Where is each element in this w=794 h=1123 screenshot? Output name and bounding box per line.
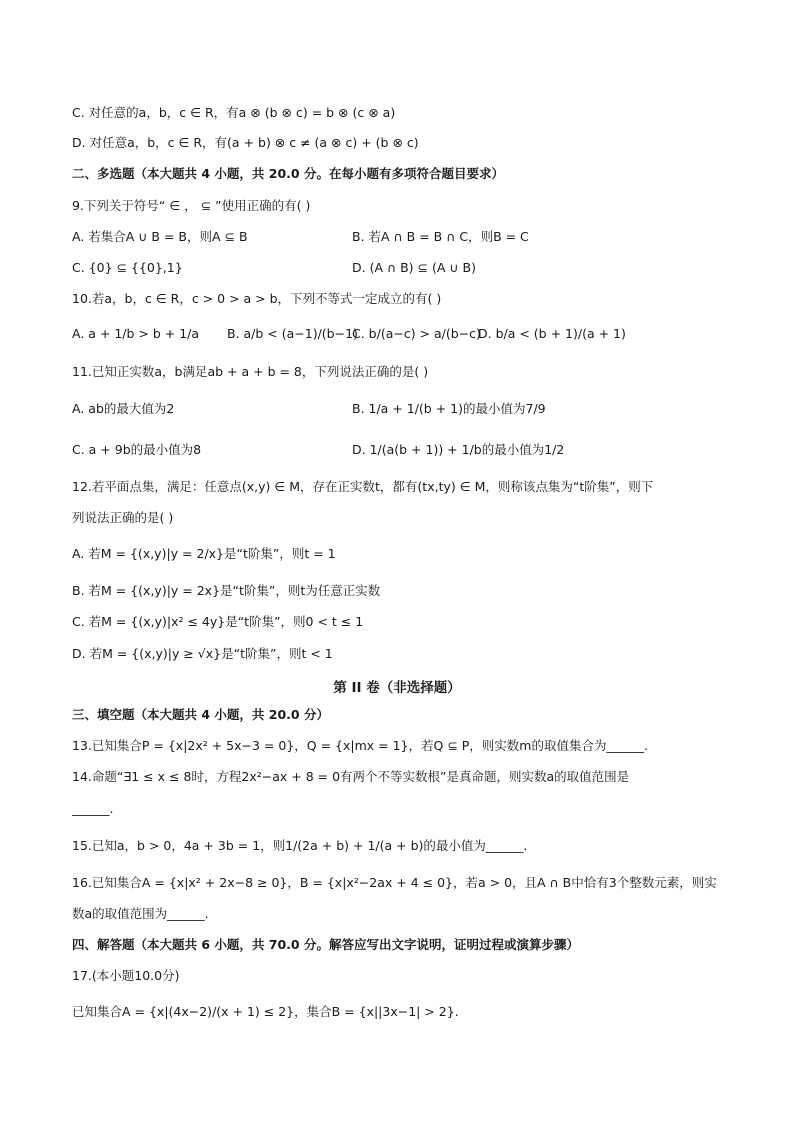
option-c-previous: C. 对任意的a，b，c ∈ R，有a ⊗ (b ⊗ c) = b ⊗ (c ⊗ a) [72, 105, 396, 120]
q11-option-a: A. ab的最大值为2 [72, 401, 175, 416]
question-15: 15.已知a，b > 0，4a + 3b = 1，则1/(2a + b) + 1/(a + b)的最小值为______. [72, 838, 528, 853]
q12-option-a: A. 若M = {(x,y)|y = 2/x}是“t阶集”，则t = 1 [72, 546, 336, 561]
part-two-title: 第 II 卷（非选择题） [333, 680, 461, 696]
question-11: 11.已知正实数a，b满足ab + a + b = 8，下列说法正确的是( ) [72, 364, 429, 379]
question-17-header: 17.(本小题10.0分) [72, 968, 180, 983]
q11-option-b: B. 1/a + 1/(b + 1)的最小值为7/9 [352, 401, 546, 416]
question-9: 9.下列关于符号“ ∈ ， ⊆ ”使用正确的有( ) [72, 198, 311, 213]
q10-option-d: D. b/a < (b + 1)/(a + 1) [478, 326, 626, 341]
section-heading-answer: 四、解答题（本大题共 6 小题，共 70.0 分。解答应写出文字说明，证明过程或演算步骤） [72, 937, 579, 952]
question-17-body: 已知集合A = {x|(4x−2)/(x + 1) ≤ 2}，集合B = {x||3x−1| > 2}. [72, 1004, 459, 1019]
q9-option-a: A. 若集合A ∪ B = B，则A ⊆ B [72, 229, 248, 244]
question-12-line-2: 列说法正确的是( ) [72, 510, 174, 525]
question-10: 10.若a，b，c ∈ R，c > 0 > a > b，下列不等式一定成立的有( ) [72, 291, 442, 306]
option-d-previous: D. 对任意a，b，c ∈ R，有(a + b) ⊗ c ≠ (a ⊗ c) + (b ⊗ c) [72, 135, 419, 150]
q11-option-c: C. a + 9b的最小值为8 [72, 442, 202, 457]
q12-option-d: D. 若M = {(x,y)|y ≥ √x}是“t阶集”，则t < 1 [72, 646, 333, 661]
q9-option-d: D. (A ∩ B) ⊆ (A ∪ B) [352, 260, 476, 275]
q12-option-b: B. 若M = {(x,y)|y = 2x}是“t阶集”，则t为任意正实数 [72, 583, 381, 598]
section-heading-fill-in: 三、填空题（本大题共 4 小题，共 20.0 分） [72, 707, 329, 722]
q9-option-b: B. 若A ∩ B = B ∩ C，则B = C [352, 229, 529, 244]
q11-option-d: D. 1/(a(b + 1)) + 1/b的最小值为1/2 [352, 442, 565, 457]
question-14-line-1: 14.命题“∃1 ≤ x ≤ 8时，方程2x²−ax + 8 = 0有两个不等实数根”是真命题，则实数a的取值范围是 [72, 769, 630, 784]
question-13: 13.已知集合P = {x|2x² + 5x−3 = 0}，Q = {x|mx = 1}，若Q ⊆ P，则实数m的取值集合为______. [72, 738, 648, 753]
question-16-line-1: 16.已知集合A = {x|x² + 2x−8 ≥ 0}，B = {x|x²−2ax + 4 ≤ 0}，若a > 0，且A ∩ B中恰有3个整数元素，则实 [72, 875, 717, 890]
question-16-line-2: 数a的取值范围为______. [72, 906, 209, 921]
q9-option-c: C. {0} ⊆ {{0},1} [72, 260, 183, 275]
q12-option-c: C. 若M = {(x,y)|x² ≤ 4y}是“t阶集”，则0 < t ≤ 1 [72, 614, 364, 629]
section-heading-multiple-choice: 二、多选题（本大题共 4 小题，共 20.0 分。在每小题有多项符合题目要求） [72, 166, 504, 181]
question-12-line-1: 12.若平面点集，满足：任意点(x,y) ∈ M，存在正实数t，都有(tx,ty) ∈ M，则称该点集为“t阶集”，则下 [72, 479, 654, 494]
q10-option-c: C. b/(a−c) > a/(b−c) [352, 326, 481, 341]
question-14-line-2: ______. [72, 801, 114, 816]
q10-option-b: B. a/b < (a−1)/(b−1) [227, 326, 358, 341]
q10-option-a: A. a + 1/b > b + 1/a [72, 326, 200, 341]
